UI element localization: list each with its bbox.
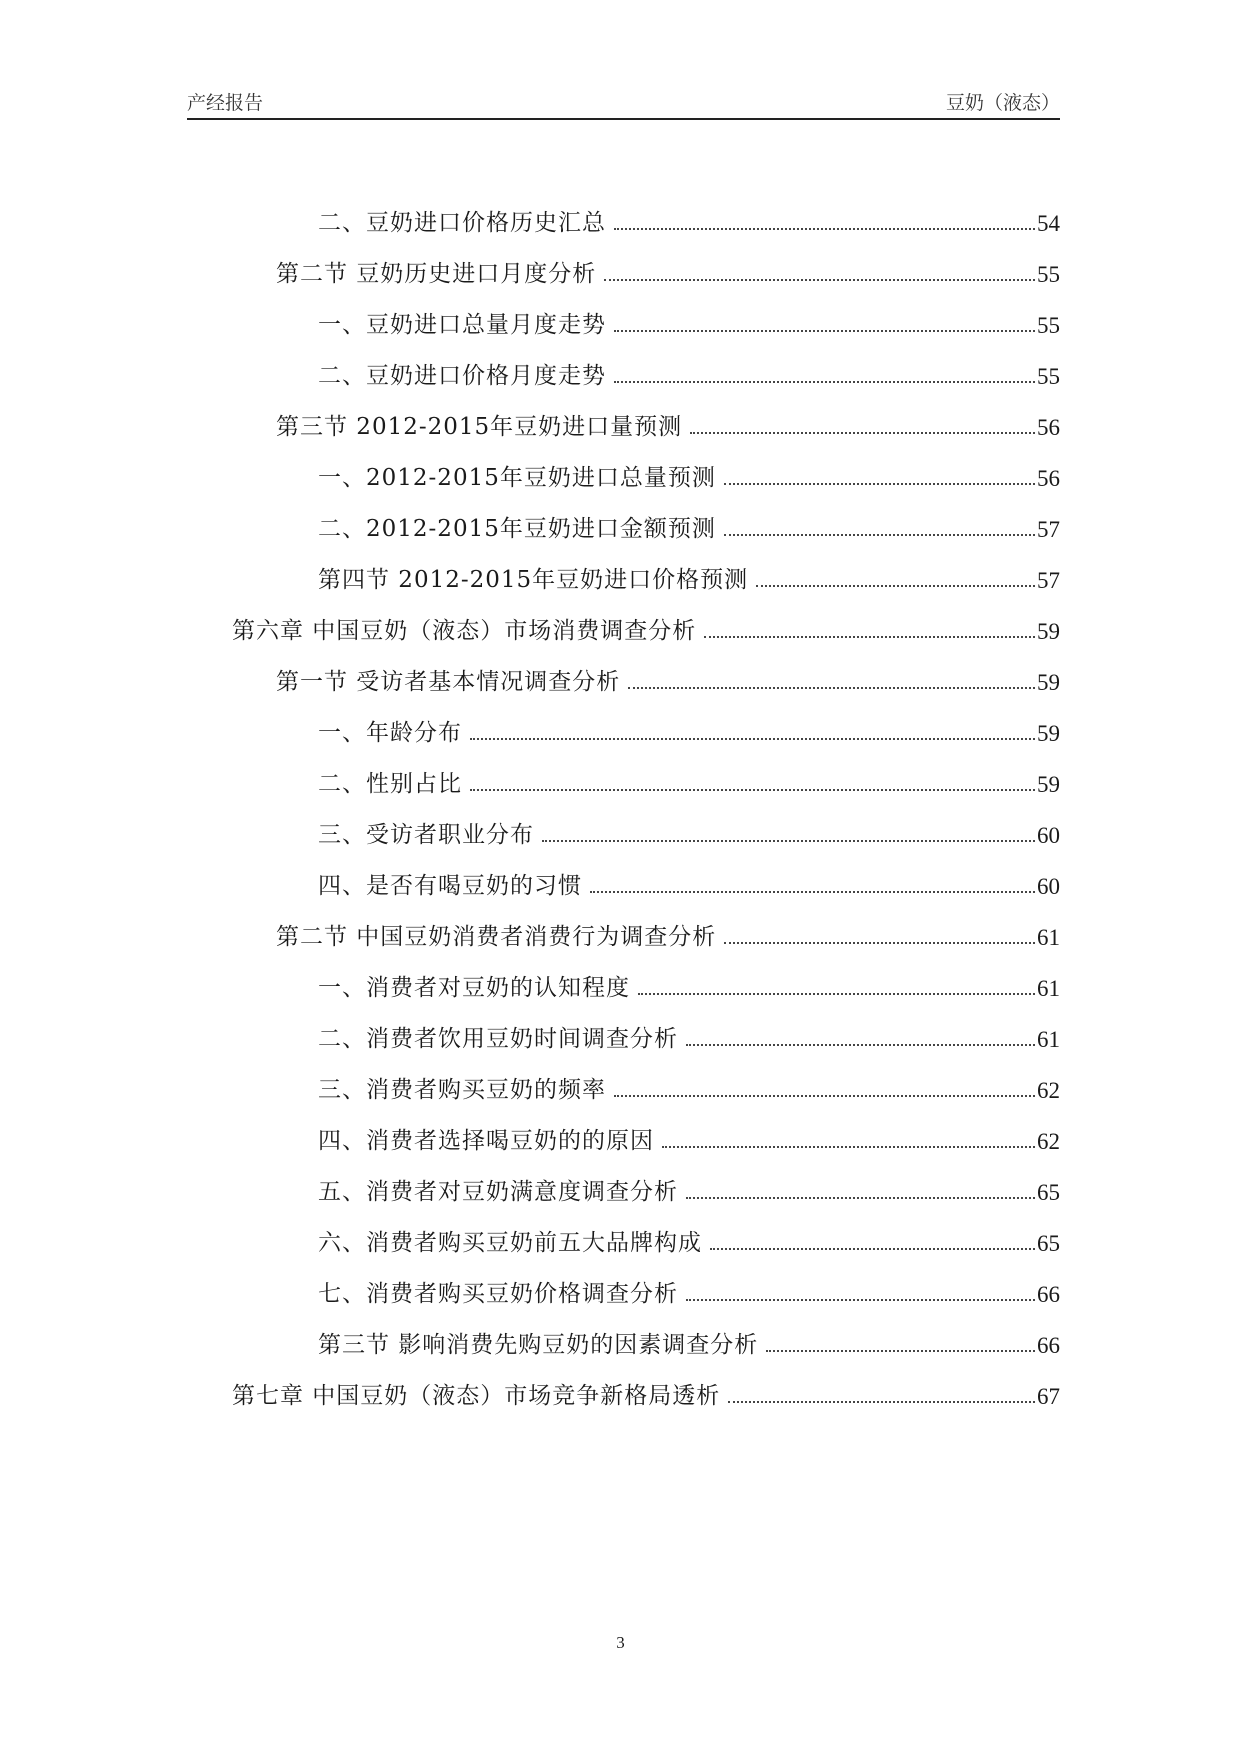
toc-entry-page: 56: [1037, 466, 1060, 491]
toc-entry-page: 60: [1037, 823, 1060, 848]
toc-entry[interactable]: [318, 299, 1060, 339]
toc-entry-title: 四、消费者选择喝豆奶的的原因: [318, 1128, 654, 1154]
toc-entry[interactable]: [318, 707, 1060, 747]
toc-leader-dots: [724, 534, 1035, 536]
toc-entry-title: 七、消费者购买豆奶价格调查分析: [318, 1281, 678, 1307]
toc-entry-title: 第一节 受访者基本情况调查分析: [276, 669, 621, 695]
toc-entry-page: 57: [1037, 517, 1060, 542]
toc-entry[interactable]: [318, 1319, 1060, 1359]
toc-leader-dots: [724, 942, 1035, 944]
toc-entry-page: 55: [1037, 313, 1060, 338]
toc-entry-page: 61: [1037, 925, 1060, 950]
toc-entry-page: 65: [1037, 1180, 1060, 1205]
toc-leader-dots: [638, 993, 1035, 995]
toc-entry[interactable]: [318, 1268, 1060, 1308]
toc-entry[interactable]: [276, 656, 1060, 696]
toc-entry-page: 56: [1037, 415, 1060, 440]
toc-entry-page: 59: [1037, 670, 1060, 695]
toc-entry-page: 57: [1037, 568, 1060, 593]
toc-entry-title: 第四节 2012-2015年豆奶进口价格预测: [318, 567, 749, 593]
toc-leader-dots: [710, 1248, 1035, 1250]
header-left-text: 产经报告: [187, 92, 264, 114]
toc-entry-title: 四、是否有喝豆奶的习惯: [318, 873, 582, 899]
page-header: [187, 86, 1060, 120]
toc-entry-page: 55: [1037, 262, 1060, 287]
toc-entry[interactable]: [318, 197, 1060, 237]
toc-leader-dots: [756, 585, 1035, 587]
toc-entry-page: 66: [1037, 1333, 1060, 1358]
toc-entry-title: 二、2012-2015年豆奶进口金额预测: [318, 516, 716, 542]
toc-entry[interactable]: [318, 758, 1060, 798]
toc-entry-title: 第三节 影响消费先购豆奶的因素调查分析: [318, 1332, 759, 1358]
header-right-text: 豆奶（液态）: [945, 92, 1060, 114]
toc-entry-page: 62: [1037, 1078, 1060, 1103]
toc-entry-page: 65: [1037, 1231, 1060, 1256]
toc-entry[interactable]: [318, 1217, 1060, 1257]
toc-entry-page: 62: [1037, 1129, 1060, 1154]
toc-entry[interactable]: [318, 1166, 1060, 1206]
toc-entry[interactable]: [232, 605, 1060, 645]
toc-leader-dots: [614, 330, 1035, 332]
toc-entry-page: 59: [1037, 772, 1060, 797]
toc-entry-title: 三、受访者职业分布: [318, 822, 534, 848]
toc-entry[interactable]: [318, 809, 1060, 849]
toc-entry[interactable]: [318, 1115, 1060, 1155]
toc-entry-title: 一、消费者对豆奶的认知程度: [318, 975, 630, 1001]
toc-entry-title: 一、豆奶进口总量月度走势: [318, 312, 606, 338]
toc-entry[interactable]: [276, 248, 1060, 288]
toc-entry[interactable]: [276, 401, 1060, 441]
toc-leader-dots: [614, 228, 1035, 230]
toc-entry-title: 二、消费者饮用豆奶时间调查分析: [318, 1026, 678, 1052]
toc-leader-dots: [542, 840, 1035, 842]
toc-leader-dots: [686, 1197, 1035, 1199]
toc-entry-page: 60: [1037, 874, 1060, 899]
toc-entry-page: 59: [1037, 721, 1060, 746]
toc-entry[interactable]: [318, 503, 1060, 543]
toc-entry[interactable]: [276, 911, 1060, 951]
toc-leader-dots: [590, 891, 1035, 893]
toc-leader-dots: [690, 432, 1035, 434]
toc-entry-title: 一、年龄分布: [318, 720, 462, 746]
toc-entry[interactable]: [232, 1370, 1060, 1410]
toc-leader-dots: [728, 1401, 1035, 1403]
toc-entry-page: 55: [1037, 364, 1060, 389]
toc-entry[interactable]: [318, 452, 1060, 492]
toc-leader-dots: [686, 1299, 1035, 1301]
toc-entry-title: 第三节 2012-2015年豆奶进口量预测: [276, 414, 683, 440]
toc-entry[interactable]: [318, 1013, 1060, 1053]
toc-leader-dots: [604, 279, 1035, 281]
toc-entry[interactable]: [318, 350, 1060, 390]
toc-entry-title: 六、消费者购买豆奶前五大品牌构成: [318, 1230, 702, 1256]
toc-entry-page: 67: [1037, 1384, 1060, 1409]
toc-entry-page: 61: [1037, 1027, 1060, 1052]
toc-entry-page: 66: [1037, 1282, 1060, 1307]
toc-entry[interactable]: [318, 860, 1060, 900]
toc-entry-page: 59: [1037, 619, 1060, 644]
toc-entry-title: 五、消费者对豆奶满意度调查分析: [318, 1179, 678, 1205]
toc-entry-title: 二、豆奶进口价格历史汇总: [318, 210, 606, 236]
toc-leader-dots: [662, 1146, 1035, 1148]
page-number: 3: [616, 1633, 625, 1652]
toc-entry[interactable]: [318, 962, 1060, 1002]
toc-leader-dots: [628, 687, 1035, 689]
toc-entry[interactable]: [318, 1064, 1060, 1104]
toc-entry-page: 54: [1037, 211, 1060, 236]
toc-leader-dots: [470, 738, 1035, 740]
toc-entry-title: 三、消费者购买豆奶的频率: [318, 1077, 606, 1103]
toc-leader-dots: [724, 483, 1035, 485]
toc-entry-title: 第二节 豆奶历史进口月度分析: [276, 261, 597, 287]
toc-leader-dots: [614, 381, 1035, 383]
toc-leader-dots: [766, 1350, 1035, 1352]
toc-leader-dots: [614, 1095, 1035, 1097]
toc-entry-title: 第七章 中国豆奶（液态）市场竞争新格局透析: [232, 1383, 721, 1409]
toc-leader-dots: [686, 1044, 1035, 1046]
toc-leader-dots: [470, 789, 1035, 791]
toc-entry-title: 二、豆奶进口价格月度走势: [318, 363, 606, 389]
toc-entry-title: 二、性别占比: [318, 771, 462, 797]
toc-entry[interactable]: [318, 554, 1060, 594]
toc-leader-dots: [704, 636, 1035, 638]
toc-entry-page: 61: [1037, 976, 1060, 1001]
toc-entry-title: 第六章 中国豆奶（液态）市场消费调查分析: [232, 618, 697, 644]
toc-entry-title: 一、2012-2015年豆奶进口总量预测: [318, 465, 716, 491]
toc-entry-title: 第二节 中国豆奶消费者消费行为调查分析: [276, 924, 717, 950]
